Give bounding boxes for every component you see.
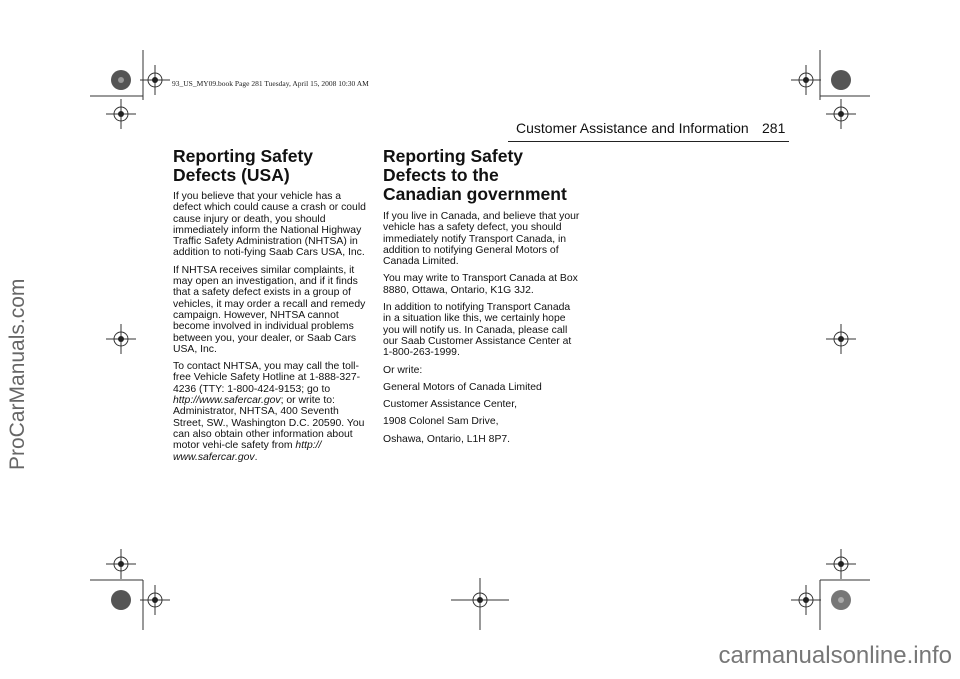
- canada-paragraph-3: In addition to notifying Transport Canada in a situation like this, we certainly hope you will notify us. In Canada, please call our Saab Customer Assistance Center at 1-800-263-1999.: [383, 302, 572, 359]
- book-info-line: 93_US_MY09.book Page 281 Tuesday, April 15, 2008 10:30 AM: [172, 79, 369, 88]
- address-line-2: Customer Assistance Center,: [383, 399, 517, 411]
- usa-paragraph-2: If NHTSA receives similar complaints, it may open an investigation, and if it finds that a safety defect exists in a group of vehicles, it may order a recall and remedy campaign. However, NHTSA cannot become involved in individual problems between you, your dealer, or Saab Cars USA, Inc.: [173, 264, 366, 355]
- side-watermark: ProCarManuals.com: [6, 278, 29, 470]
- bottom-watermark: carmanualsonline.info: [718, 642, 952, 669]
- section-heading-usa: Reporting Safety Defects (USA): [173, 146, 314, 185]
- section-heading-canada: Reporting Safety Defects to the Canadian government: [383, 146, 567, 204]
- address-line-3: 1908 Colonel Sam Drive,: [383, 416, 499, 428]
- safercar-link[interactable]: http://www.safercar.gov: [173, 395, 281, 407]
- header-rule: [508, 141, 789, 142]
- usa-paragraph-1: If you believe that your vehicle has a defect which could cause a crash or could cause injury or death, you should immediately inform the National Highway Traffic Safety Administration (NHTSA) in addition to noti-fying Saab Cars USA, Inc.: [173, 191, 366, 259]
- page-header-title: Customer Assistance and Information: [516, 120, 749, 136]
- usa-paragraph-3: To contact NHTSA, you may call the toll-free Vehicle Safety Hotline at 1-888-327-4236 (TTY: 1-800-424-9153; go to http://www.safercar.gov; or write to: Administrator, NHTSA, 400 Seventh Street, SW., Washington D.C. 20590. You can also obtain other information about motor vehi-cle safety from http:// www.safercar.gov.: [173, 361, 365, 463]
- address-line-4: Oshawa, Ontario, L1H 8P7.: [383, 433, 511, 445]
- page-number: 281: [762, 120, 786, 136]
- address-line-1: General Motors of Canada Limited: [383, 381, 542, 393]
- canada-paragraph-4: Or write:: [383, 364, 423, 376]
- canada-paragraph-2: You may write to Transport Canada at Box 8880, Ottawa, Ontario, K1G 3J2.: [383, 273, 578, 296]
- section-canada: [383, 147, 580, 451]
- safercar-link-2[interactable]: http:// www.safercar.gov: [173, 440, 322, 463]
- section-usa: [173, 147, 370, 469]
- canada-paragraph-1: If you live in Canada, and believe that your vehicle has a safety defect, you should immediately notify Transport Canada, in addition to notifying General Motors of Canada Limited.: [383, 211, 580, 268]
